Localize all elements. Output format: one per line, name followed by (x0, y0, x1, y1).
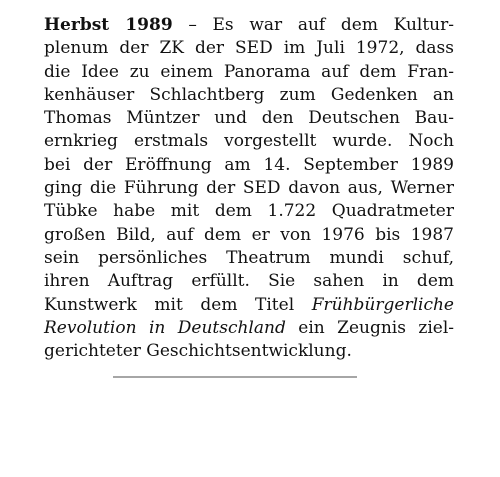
artwork-title: Revolution in Deutschland (44, 317, 286, 338)
paragraph-line (44, 14, 454, 37)
paragraph-text: Kunstwerk mit dem Titel (44, 294, 312, 315)
paragraph-line: gerichteter Geschichtsentwicklung. (44, 341, 352, 362)
paragraph-line: plenum der ZK der SED im Juli 1972, dass (44, 38, 454, 59)
paragraph-line: Tübke habe mit dem 1.722 Quadratmeter (44, 201, 454, 222)
paragraph-line (44, 294, 454, 317)
paragraph-line: Thomas Müntzer und den Deutschen Bau- (44, 108, 454, 129)
article-paragraph (44, 14, 454, 363)
paragraph-line: kenhäuser Schlachtberg zum Gedenken an (44, 84, 454, 105)
paragraph-line: ging die Führung der SED davon aus, Werner (44, 178, 454, 199)
paragraph-text: – Es war auf dem Kultur- (172, 15, 454, 35)
paragraph-line: großen Bild, auf dem er von 1976 bis 1987 (44, 224, 454, 245)
paragraph-text: ein Zeugnis ziel- (285, 317, 454, 338)
paragraph-line: die Idee zu einem Panorama auf dem Fran- (44, 61, 454, 82)
paragraph-line: ihren Auftrag erfüllt. Sie sahen in dem (44, 271, 454, 292)
paragraph-line (44, 317, 454, 340)
section-divider (113, 376, 357, 378)
artwork-title: Frühbürgerliche (311, 294, 454, 315)
paragraph-line: sein persönliches Theatrum mundi schuf, (44, 247, 454, 268)
lead-heading: Herbst 1989 (44, 15, 173, 35)
paragraph-line: bei der Eröffnung am 14. September 1989 (44, 154, 454, 175)
paragraph-line: ernkrieg erstmals vorgestellt wurde. Noch (44, 131, 454, 152)
